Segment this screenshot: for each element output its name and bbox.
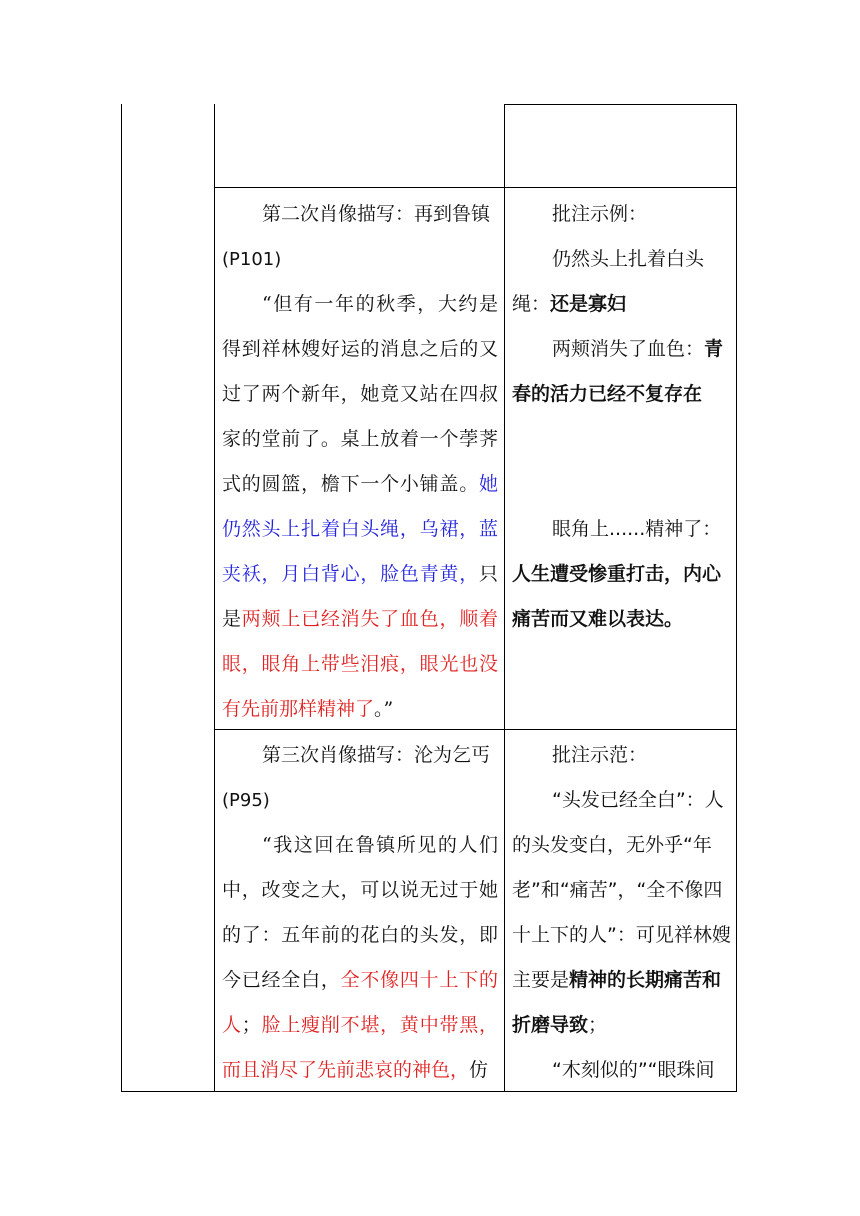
column-divider-1	[214, 104, 215, 1092]
annotation-note	[512, 778, 732, 1048]
note-text: ；	[588, 1014, 608, 1036]
third-portrait-cell	[222, 733, 498, 1089]
annotation-heading: 批注示范：	[552, 744, 648, 766]
annotation-note	[512, 507, 732, 642]
note-text: 两颊消失了血色：	[552, 338, 705, 360]
annotation-note	[512, 327, 732, 417]
annotation-heading: 批注示例：	[552, 203, 648, 225]
row-divider-1	[214, 187, 737, 188]
outer-left-border	[121, 104, 122, 1092]
second-portrait-heading: 第二次肖像描写：再到鲁镇	[262, 203, 491, 225]
quote-text: 仿	[469, 1059, 489, 1081]
third-portrait-heading: 第三次肖像描写：沦为乞丐	[262, 744, 491, 766]
quote-text: 。”	[374, 698, 394, 720]
portrait-quote	[222, 823, 498, 1089]
note-text: “头发已经全白”：人的头发变白，无外乎“年老”和“痛苦”，“全不像四十上下的人”：可见祥林嫂主要是	[512, 789, 731, 991]
note-text: 仍然头上扎着白头绳：	[512, 248, 705, 315]
annotation-example-cell	[512, 192, 732, 729]
quote-highlight-red: 全不像四十上下的人	[222, 969, 498, 1036]
quote-text: “我这回在鲁镇所见的人们中，改变之大，可以说无过于她的了：五年前的花白的头发，即今已经全白，	[222, 834, 498, 991]
quote-text: 只是	[222, 563, 498, 630]
note-text: 眼角上......精神了：	[552, 518, 722, 540]
annotation-note	[512, 237, 732, 327]
annotation-note: “木刻似的”“眼珠间	[552, 1059, 715, 1081]
page-reference: (P101)	[222, 249, 282, 270]
quote-text: ；	[241, 1014, 261, 1036]
annotation-demo-cell	[512, 733, 732, 1089]
outer-right-border	[736, 104, 737, 1092]
portrait-quote	[222, 282, 498, 732]
note-emphasis: 青春的活力已经不复存在	[512, 338, 724, 405]
note-emphasis: 精神的长期痛苦和折磨导致	[512, 969, 722, 1036]
page-reference: (P95)	[222, 790, 270, 811]
quote-highlight-red: 脸上瘦削不堪，黄中带黑，而且消尽了先前悲哀的神色，	[222, 1014, 498, 1081]
second-portrait-cell	[222, 192, 498, 729]
table-bottom-border	[121, 1091, 737, 1092]
quote-text: “但有一年的秋季，大约是得到祥林嫂好运的消息之后的又过了两个新年，她竟又站在四叔家的堂前了。桌上放着一个荸荠式的圆篮，檐下一个小铺盖。	[222, 293, 498, 495]
top-right-cell-border	[504, 104, 737, 105]
spacer	[512, 417, 732, 507]
note-emphasis: 还是寡妇	[550, 293, 627, 315]
quote-highlight-red: 两颊上已经消失了血色，顺着眼，眼角上带些泪痕，眼光也没有先前那样精神了	[222, 608, 498, 720]
column-divider-2	[504, 104, 505, 1092]
note-emphasis: 人生遭受惨重打击，内心痛苦而又难以表达。	[512, 563, 722, 630]
quote-highlight-blue: 她仍然头上扎着白头绳，乌裙，蓝夹袄，月白背心，脸色青黄，	[222, 473, 498, 585]
